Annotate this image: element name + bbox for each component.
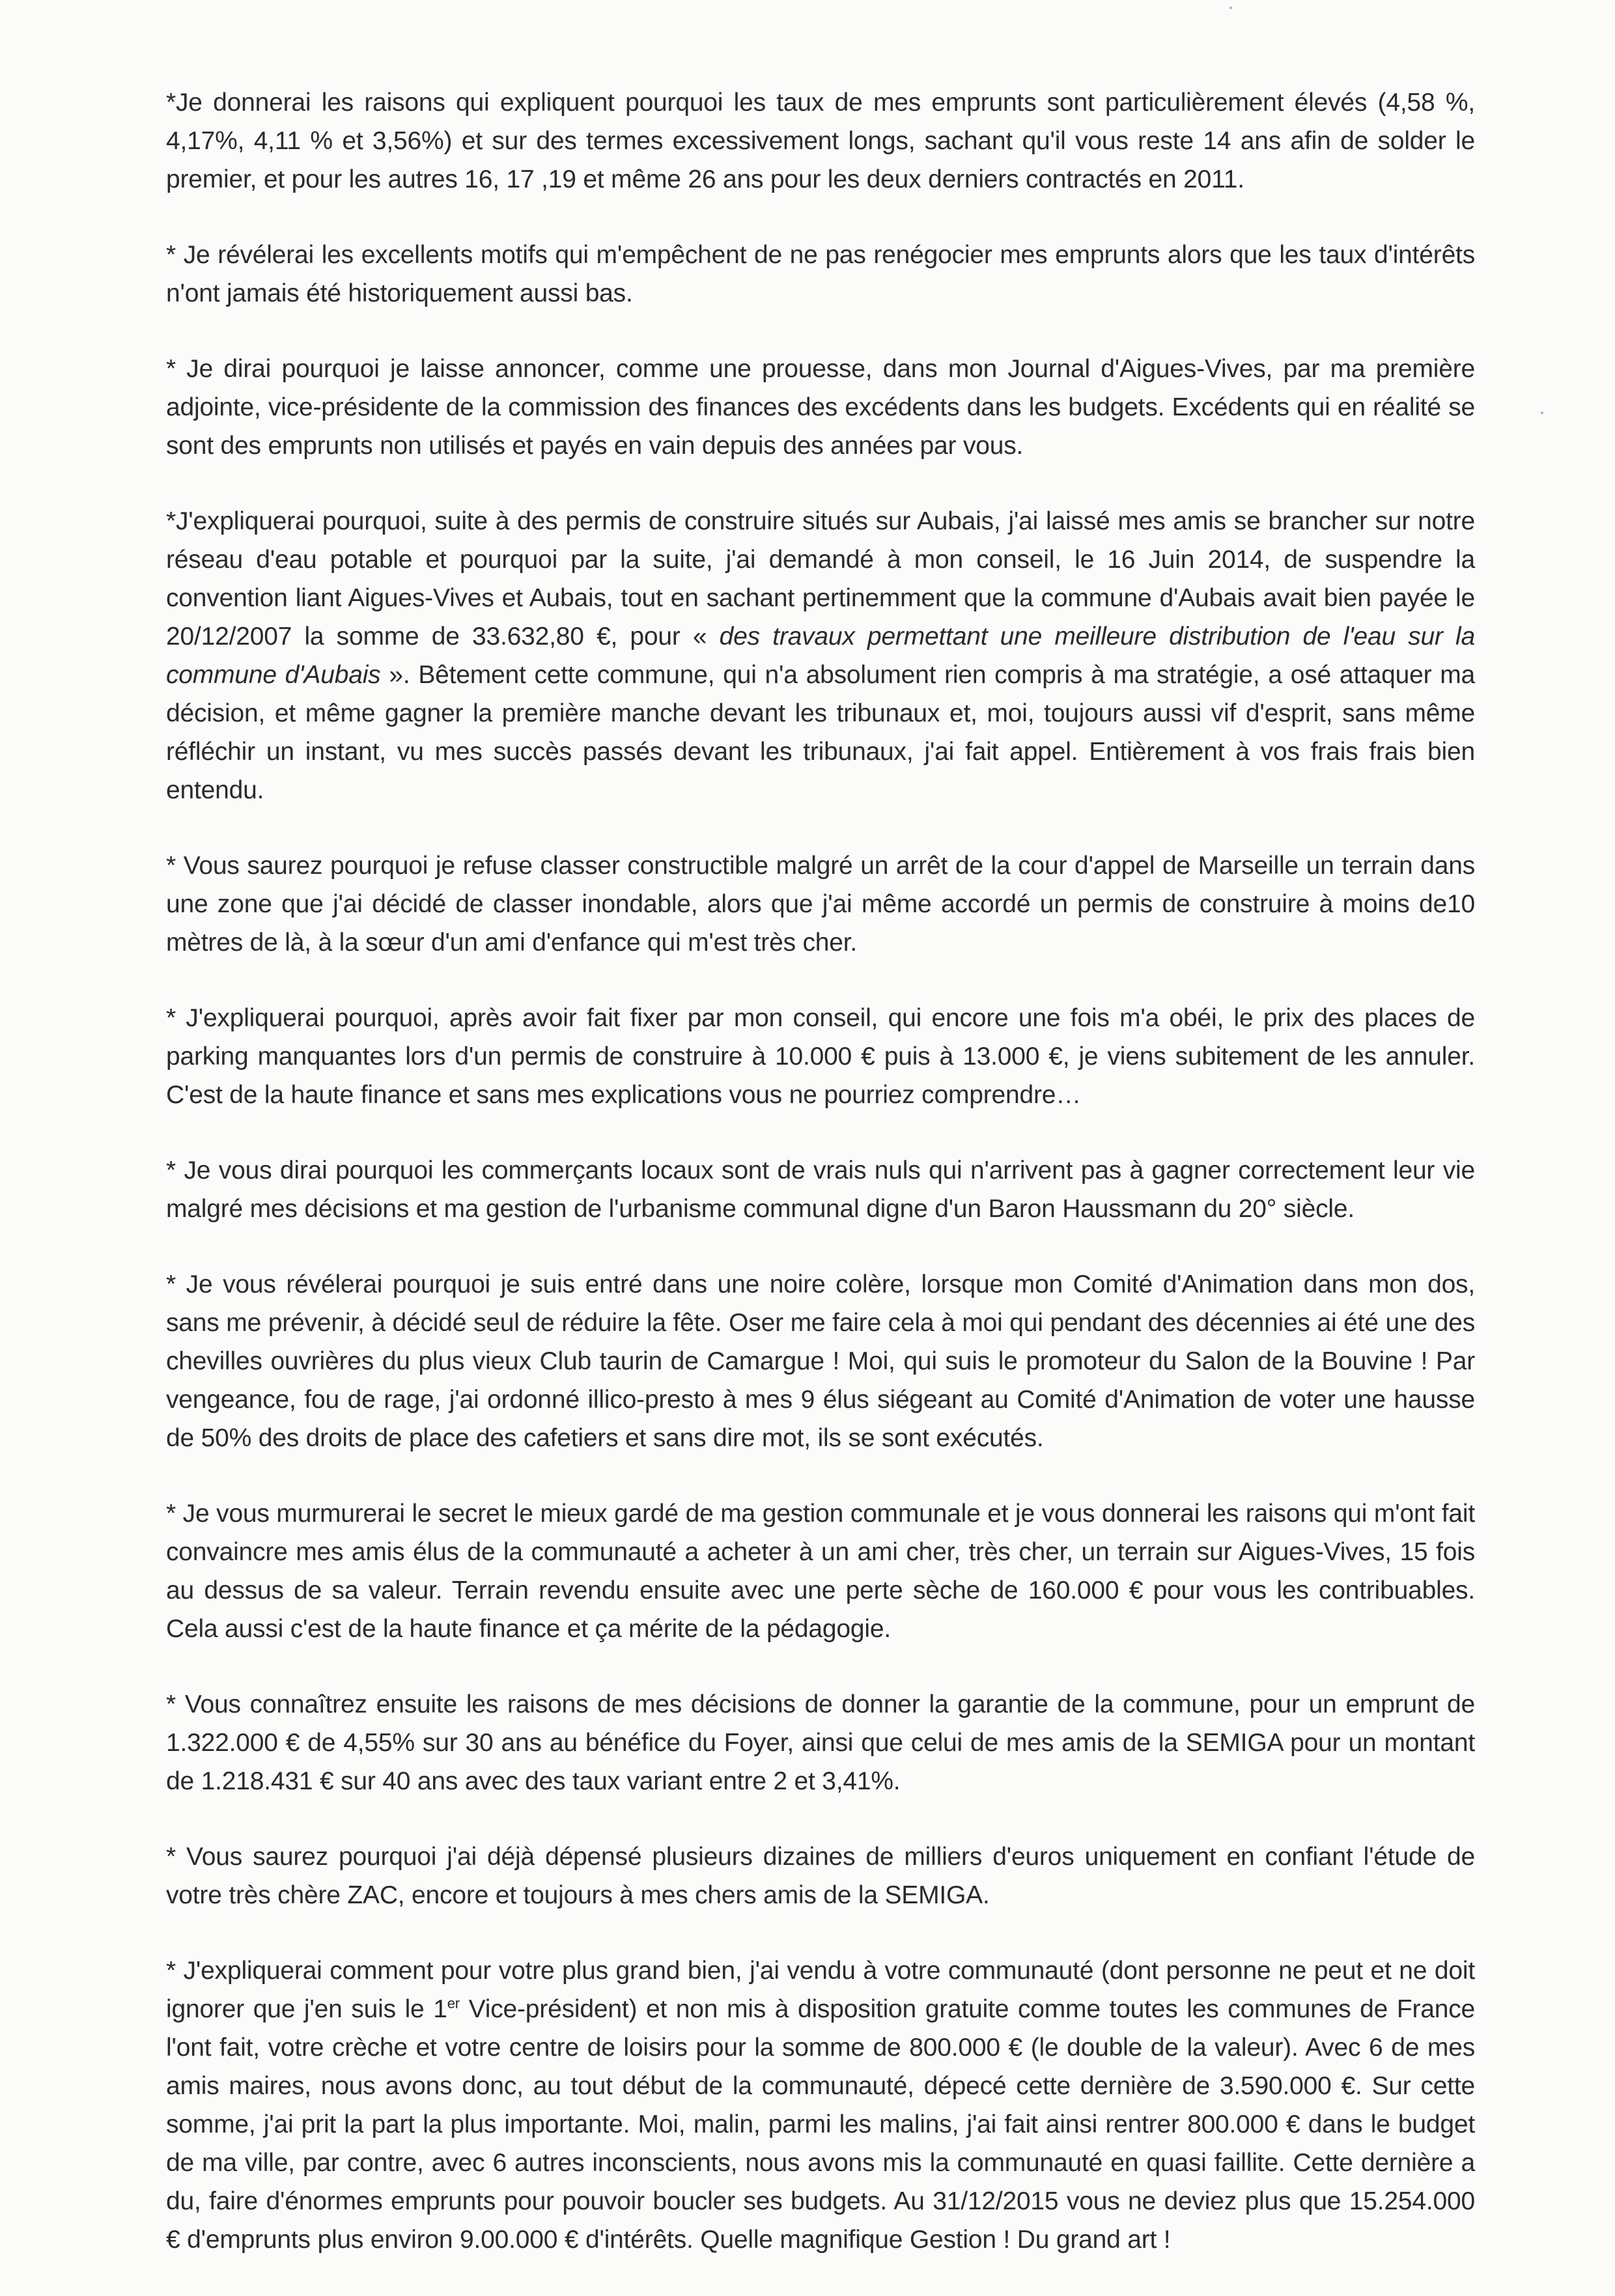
paragraph-5: * Vous saurez pourquoi je refuse classer constructible malgré un arrêt de la cour d'appel de Marseille un terrain dans une zone que j'ai décidé de classer inondable, alors que j'ai même accordé un permis de construire à moins de10 mètres de là, à la sœur d'un ami d'enfance qui m'est très cher. bbox=[166, 852, 1475, 957]
paragraph-6: * J'expliquerai pourquoi, après avoir fait fixer par mon conseil, qui encore une fois m'a obéi, le prix des places de parking manquantes lors d'un permis de construire à 10.000 € puis à 13.000 €, je viens subitement de les annuler. C'est de la haute finance et sans mes explications vous ne pourriez comprendre… bbox=[166, 1004, 1475, 1109]
paragraph-2: * Je révélerai les excellents motifs qui m'empêchent de ne pas renégocier mes emprunts alors que les taux d'intérêts n'ont jamais été historiquement aussi bas. bbox=[166, 241, 1475, 307]
paragraph-1: *Je donnerai les raisons qui expliquent pourquoi les taux de mes emprunts sont particulièrement élevés (4,58 %, 4,17%, 4,11 % et 3,56%) et sur des termes excessivement longs, sachant qu'il vous reste 14 ans afin de solder le premier, et pour les autres 16, 17 ,19 et même 26 ans pour les deux derniers contractés en 2011. bbox=[166, 89, 1475, 193]
paragraph-12 bbox=[166, 1952, 1475, 2259]
scan-speck bbox=[1229, 7, 1232, 9]
scan-speck bbox=[1541, 412, 1543, 414]
paragraph-12-end: Vice-président) et non mis à disposition gratuite comme toutes les communes de France l'ont fait, votre crèche et votre centre de loisirs pour la somme de 800.000 € (le double de la valeur). Avec 6 de mes amis maires, nous avons donc, au tout début de la communauté, dépecé cette dernière de 3.590.000 €. Sur cette somme, j'ai prit la part la plus importante. Moi, malin, parmi les malins, j'ai fait ainsi rentrer 800.000 € dans le budget de ma ville, par contre, avec 6 autres inconscients, nous avons mis la communauté en quasi faillite. Cette dernière a du, faire d'énormes emprunts pour pouvoir boucler ses budgets. Au 31/12/2015 vous ne deviez plus que 15.254.000 € d'emprunts plus environ 9.00.000 € d'intérêts. Quelle magnifique Gestion ! Du grand art ! bbox=[166, 1995, 1475, 2254]
paragraph-9: * Je vous murmurerai le secret le mieux gardé de ma gestion communale et je vous donnerai les raisons qui m'ont fait convaincre mes amis élus de la communauté a acheter à un ami cher, très cher, un terrain sur Aigues-Vives, 15 fois au dessus de sa valeur. Terrain revendu ensuite avec une perte sèche de 160.000 € pour vous les contribuables. Cela aussi c'est de la haute finance et ça mérite de la pédagogie. bbox=[166, 1500, 1475, 1643]
paragraph-11: * Vous saurez pourquoi j'ai déjà dépensé plusieurs dizaines de milliers d'euros uniquement en confiant l'étude de votre très chère ZAC, encore et toujours à mes chers amis de la SEMIGA. bbox=[166, 1843, 1475, 1909]
paragraph-4-start: *J'expliquerai pourquoi, suite à des permis de construire situés sur Aubais, j'ai laissé mes amis se brancher sur notre réseau d'eau potable et pourquoi par la suite, j'ai demandé à mon conseil, le 16 Juin 2014, de suspendre la convention liant Aigues-Vives et Aubais, tout en sachant pertinemment que la commune d'Aubais avait bien payée le 20/12/2007 la somme de 33.632,80 €, pour « bbox=[166, 507, 1475, 651]
paragraph-12-superscript: er bbox=[447, 1995, 460, 2011]
paragraph-7: * Je vous dirai pourquoi les commerçants locaux sont de vrais nuls qui n'arrivent pas à gagner correctement leur vie malgré mes décisions et ma gestion de l'urbanisme communal digne d'un Baron Haussmann du 20° siècle. bbox=[166, 1156, 1475, 1223]
paragraph-8: * Je vous révélerai pourquoi je suis entré dans une noire colère, lorsque mon Comité d'Animation dans mon dos, sans me prévenir, à décidé seul de réduire la fête. Oser me faire cela à moi qui pendant des décennies ai été une des chevilles ouvrières du plus vieux Club taurin de Camargue ! Moi, qui suis le promoteur du Salon de la Bouvine ! Par vengeance, fou de rage, j'ai ordonné illico-presto à mes 9 élus siégeant au Comité d'Animation de voter une hausse de 50% des droits de place des cafetiers et sans dire mot, ils se sont exécutés. bbox=[166, 1270, 1475, 1452]
paragraph-4-end: ». Bêtement cette commune, qui n'a absolument rien compris à ma stratégie, a osé attaquer ma décision, et même gagner la première manche devant les tribunaux et, moi, toujours aussi vif d'esprit, sans même réfléchir un instant, vu mes succès passés devant les tribunaux, j'ai fait appel. Entièrement à vos frais frais bien entendu. bbox=[166, 661, 1475, 804]
paragraph-10: * Vous connaîtrez ensuite les raisons de mes décisions de donner la garantie de la commune, pour un emprunt de 1.322.000 € de 4,55% sur 30 ans au bénéfice du Foyer, ainsi que celui de mes amis de la SEMIGA pour un montant de 1.218.431 € sur 40 ans avec des taux variant entre 2 et 3,41%. bbox=[166, 1690, 1475, 1795]
paragraph-3: * Je dirai pourquoi je laisse annoncer, comme une prouesse, dans mon Journal d'Aigues-Vives, par ma première adjointe, vice-présidente de la commission des finances des excédents dans les budgets. Excédents qui en réalité se sont des emprunts non utilisés et payés en vain depuis des années par vous. bbox=[166, 355, 1475, 460]
document-body bbox=[166, 83, 1475, 2296]
paragraph-12-start: * J'expliquerai comment pour votre plus grand bien, j'ai vendu à votre communauté (dont personne ne peut et ne doit ignorer que j'en suis le 1 bbox=[166, 1957, 1475, 2023]
paragraph-4 bbox=[166, 502, 1475, 809]
paragraph-4-quote: des travaux permettant une meilleure distribution de l'eau sur la commune d'Aubais bbox=[166, 623, 1476, 689]
